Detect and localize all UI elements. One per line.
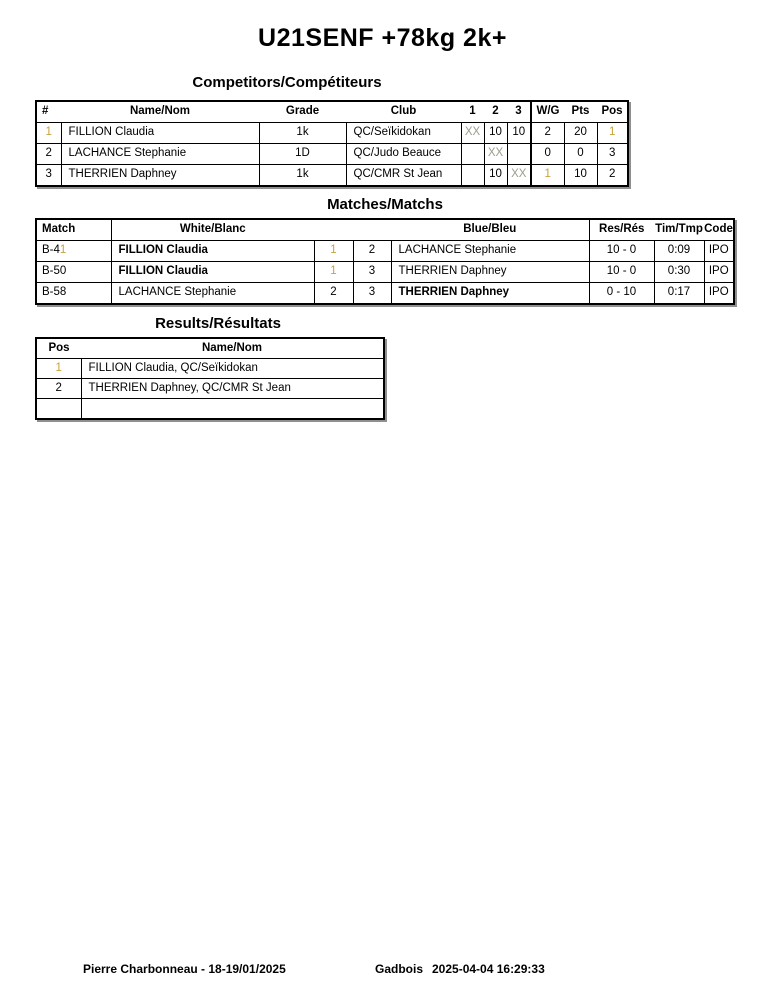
competitor-position: 1 xyxy=(597,123,628,144)
col-header-result: Res/Rés xyxy=(589,219,654,241)
result-name: FILLION Claudia, QC/Seïkidokan xyxy=(81,359,384,379)
match-number xyxy=(36,283,111,305)
col-header-time: Tim/Tmp xyxy=(655,223,703,236)
competitor-position: 2 xyxy=(597,165,628,187)
competitor-wins: 1 xyxy=(531,165,564,187)
result-row xyxy=(36,379,384,399)
match-number-prefix: B-4 xyxy=(42,244,60,257)
col-header-white: White/Blanc xyxy=(179,223,246,236)
competitor-points: 20 xyxy=(564,123,597,144)
competitor-row xyxy=(36,123,628,144)
results-section-heading: Results/Résultats xyxy=(155,315,281,332)
col-header-round2: 2 xyxy=(492,105,499,118)
white-player-number: 1 xyxy=(314,262,353,283)
col-header-round3: 3 xyxy=(515,105,522,118)
col-header-wins: W/G xyxy=(531,101,564,123)
white-player-name: FILLION Claudia xyxy=(111,262,314,283)
competitor-number: 2 xyxy=(36,144,61,165)
competitor-points: 0 xyxy=(564,144,597,165)
match-code: IPO xyxy=(704,283,734,305)
competitor-grade: 1D xyxy=(259,144,346,165)
col-header-number: # xyxy=(42,105,49,118)
col-header-points: Pts xyxy=(571,105,590,118)
match-result: 0 - 10 xyxy=(589,283,654,305)
competitor-position: 3 xyxy=(597,144,628,165)
blue-player-number: 3 xyxy=(353,283,391,305)
match-number xyxy=(36,241,111,262)
blue-player-name: THERRIEN Daphney xyxy=(391,262,589,283)
match-result: 10 - 0 xyxy=(589,262,654,283)
competitor-club: QC/Judo Beauce xyxy=(346,144,461,165)
competitor-club: QC/CMR St Jean xyxy=(346,165,461,187)
match-row xyxy=(36,283,734,305)
col-header-position: Pos xyxy=(601,105,623,118)
blue-player-name: LACHANCE Stephanie xyxy=(391,241,589,262)
footer-venue: Gadbois xyxy=(375,962,424,976)
round1-result xyxy=(461,144,484,165)
competitor-grade: 1k xyxy=(259,123,346,144)
competitor-row xyxy=(36,165,628,187)
round3-result: 10 xyxy=(507,123,531,144)
round2-result: XX xyxy=(484,144,507,165)
col-header-code: Code xyxy=(704,223,733,236)
competitor-number: 1 xyxy=(36,123,61,144)
col-header-grade: Grade xyxy=(285,105,320,118)
white-player-name: LACHANCE Stephanie xyxy=(111,283,314,305)
footer-timestamp: 2025-04-04 16:29:33 xyxy=(432,962,545,976)
match-number-gold-digit: 1 xyxy=(59,244,67,257)
col-header-blue-number xyxy=(353,219,391,241)
col-header-club: Club xyxy=(390,105,417,118)
result-name: THERRIEN Daphney, QC/CMR St Jean xyxy=(81,379,384,399)
col-header-position: Pos xyxy=(48,341,70,354)
match-result: 10 - 0 xyxy=(589,241,654,262)
round2-result: 10 xyxy=(484,165,507,187)
competitor-wins: 2 xyxy=(531,123,564,144)
result-name xyxy=(81,399,384,420)
round3-result xyxy=(507,144,531,165)
match-number-prefix: B-58 xyxy=(42,286,67,299)
white-player-number: 2 xyxy=(314,283,353,305)
results-table xyxy=(35,337,385,420)
col-header-blue: Blue/Bleu xyxy=(463,223,517,236)
result-row xyxy=(36,359,384,379)
result-row xyxy=(36,399,384,420)
competitor-row xyxy=(36,144,628,165)
match-time: 0:17 xyxy=(654,283,704,305)
competitor-name: LACHANCE Stephanie xyxy=(61,144,259,165)
page-title: U21SENF +78kg 2k+ xyxy=(258,24,507,52)
match-code: IPO xyxy=(704,262,734,283)
footer-referee-date: Pierre Charbonneau - 18-19/01/2025 xyxy=(83,962,286,976)
white-player-number: 1 xyxy=(314,241,353,262)
competitors-section-heading: Competitors/Compétiteurs xyxy=(192,74,382,91)
result-position: 2 xyxy=(36,379,81,399)
competitor-wins: 0 xyxy=(531,144,564,165)
match-code: IPO xyxy=(704,241,734,262)
round2-result: 10 xyxy=(484,123,507,144)
col-header-round1: 1 xyxy=(469,105,476,118)
matches-header-row xyxy=(36,219,734,241)
col-header-name: Name/Nom xyxy=(129,105,191,118)
col-header-white-number xyxy=(314,219,353,241)
round1-result: XX xyxy=(461,123,484,144)
round1-result xyxy=(461,165,484,187)
competitors-header-row xyxy=(36,101,628,123)
result-position: 1 xyxy=(36,359,81,379)
blue-player-number: 3 xyxy=(353,262,391,283)
match-time: 0:30 xyxy=(654,262,704,283)
blue-player-number: 2 xyxy=(353,241,391,262)
competitor-number: 3 xyxy=(36,165,61,187)
matches-table xyxy=(35,218,735,305)
competitors-table xyxy=(35,100,629,187)
competitor-name: FILLION Claudia xyxy=(61,123,259,144)
competitor-points: 10 xyxy=(564,165,597,187)
blue-player-name: THERRIEN Daphney xyxy=(391,283,589,305)
col-header-name: Name/Nom xyxy=(201,341,263,354)
col-header-match: Match xyxy=(36,219,111,241)
match-number xyxy=(36,262,111,283)
matches-section-heading: Matches/Matchs xyxy=(327,196,443,213)
match-number-prefix: B-50 xyxy=(42,265,67,278)
match-time: 0:09 xyxy=(654,241,704,262)
results-header-row xyxy=(36,338,384,359)
result-position xyxy=(36,399,81,420)
competitor-club: QC/Seïkidokan xyxy=(346,123,461,144)
match-row xyxy=(36,241,734,262)
white-player-name: FILLION Claudia xyxy=(111,241,314,262)
round3-result: XX xyxy=(507,165,531,187)
competitor-name: THERRIEN Daphney xyxy=(61,165,259,187)
competitor-grade: 1k xyxy=(259,165,346,187)
match-row xyxy=(36,262,734,283)
